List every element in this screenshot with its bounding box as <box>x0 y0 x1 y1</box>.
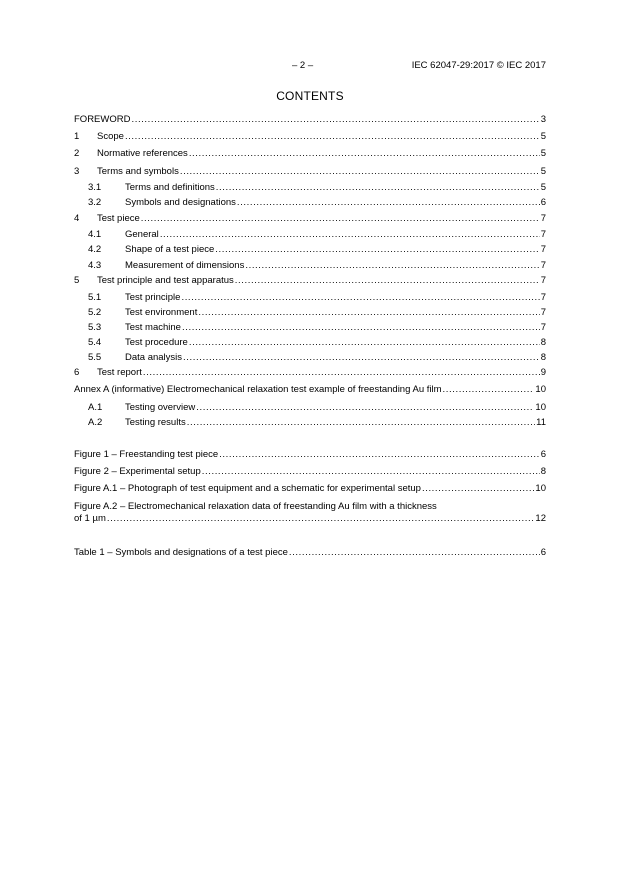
toc-leader <box>189 337 540 349</box>
toc-leader <box>182 322 540 334</box>
toc-leader <box>160 229 540 241</box>
toc-section-number: A.2 <box>88 417 103 428</box>
toc-leader <box>245 260 539 272</box>
toc-page-number: 7 <box>540 275 546 286</box>
figure-entry-2[interactable] <box>74 466 546 478</box>
toc-leader <box>107 513 535 525</box>
toc-page-number: 5 <box>540 182 546 193</box>
toc-leader <box>237 197 540 209</box>
toc-entry-5-5[interactable] <box>88 352 546 364</box>
toc-entry-foreword[interactable] <box>74 114 546 126</box>
toc-entry-text: Test procedure <box>125 337 188 348</box>
toc-entry-2[interactable] <box>74 148 546 160</box>
toc-leader <box>141 213 540 225</box>
toc-leader <box>235 275 540 287</box>
toc-page-number: 11 <box>536 417 546 428</box>
toc-leader <box>131 114 539 126</box>
toc-leader <box>289 547 540 559</box>
toc-entry-text: Normative references <box>97 148 188 159</box>
toc-page-number: 5 <box>540 131 546 142</box>
toc-leader <box>219 449 540 461</box>
toc-entry-text: Testing results <box>125 417 186 428</box>
toc-page-number: 7 <box>540 244 546 255</box>
toc-entry-4[interactable] <box>74 213 546 225</box>
toc-entry-a-1[interactable] <box>88 402 546 414</box>
toc-entry-text: Test principle and test apparatus <box>97 275 234 286</box>
toc-entry-3[interactable] <box>74 166 546 178</box>
toc-entry-4-3[interactable] <box>88 260 546 272</box>
toc-page-number: 5 <box>540 148 546 159</box>
toc-entry-1[interactable] <box>74 131 546 143</box>
toc-entry-5[interactable] <box>74 275 546 287</box>
toc-leader <box>215 244 539 256</box>
figure-entry-text: Figure 1 – Freestanding test piece <box>74 449 219 460</box>
table-entry-text: Table 1 – Symbols and designations of a test piece <box>74 547 288 558</box>
figure-page-number: 6 <box>540 449 546 460</box>
toc-entry-a-2[interactable] <box>88 417 546 429</box>
toc-entry-text: FOREWORD <box>74 114 131 125</box>
toc-page-number: 10 <box>535 384 546 395</box>
toc-section-number: 5.5 <box>88 352 102 363</box>
toc-entry-annex-a[interactable] <box>74 384 546 396</box>
toc-entry-text: Measurement of dimensions <box>125 260 245 271</box>
toc-leader <box>125 131 540 143</box>
toc-entry-text: Shape of a test piece <box>125 244 215 255</box>
toc-leader <box>202 466 540 478</box>
toc-section-number: 5.1 <box>88 292 102 303</box>
toc-section-number: 4 <box>74 213 80 224</box>
toc-leader <box>443 384 535 396</box>
figure-entry-text: of 1 µm <box>74 513 106 524</box>
toc-page-number: 9 <box>540 367 546 378</box>
toc-entry-6[interactable] <box>74 367 546 379</box>
toc-entry-5-1[interactable] <box>88 292 546 304</box>
toc-entry-4-1[interactable] <box>88 229 546 241</box>
toc-section-number: 5 <box>74 275 80 286</box>
toc-section-number: 3.1 <box>88 182 102 193</box>
toc-section-number: 3.2 <box>88 197 102 208</box>
contents-title: CONTENTS <box>276 89 344 103</box>
table-page-number: 6 <box>540 547 546 558</box>
toc-page-number: 8 <box>540 337 546 348</box>
toc-leader <box>216 182 540 194</box>
toc-entry-text: Testing overview <box>125 402 196 413</box>
figure-entry-a-1[interactable] <box>74 483 546 495</box>
toc-entry-text: Test report <box>97 367 142 378</box>
toc-leader <box>198 307 539 319</box>
toc-page-number: 7 <box>540 307 546 318</box>
toc-page-number: 7 <box>540 322 546 333</box>
toc-section-number: A.1 <box>88 402 103 413</box>
toc-entry-text: Test environment <box>125 307 198 318</box>
toc-page-number: 7 <box>540 260 546 271</box>
toc-section-number: 2 <box>74 148 80 159</box>
toc-leader <box>187 417 535 429</box>
toc-section-number: 5.3 <box>88 322 102 333</box>
toc-section-number: 4.3 <box>88 260 102 271</box>
figure-entry-a-2[interactable] <box>74 513 546 525</box>
toc-leader <box>196 402 534 414</box>
toc-leader <box>143 367 540 379</box>
toc-page-number: 7 <box>540 213 546 224</box>
toc-section-number: 4.1 <box>88 229 102 240</box>
figure-entry-1[interactable] <box>74 449 546 461</box>
toc-page-number: 6 <box>540 197 546 208</box>
table-entry-1[interactable] <box>74 547 546 559</box>
toc-entry-text: Test machine <box>125 322 181 333</box>
figure-entry-text: Figure A.1 – Photograph of test equipment and a schematic for experimental setup <box>74 483 421 494</box>
document-reference: IEC 62047-29:2017 © IEC 2017 <box>411 60 546 71</box>
toc-section-number: 5.4 <box>88 337 102 348</box>
toc-section-number: 6 <box>74 367 80 378</box>
toc-entry-3-1[interactable] <box>88 182 546 194</box>
toc-entry-5-3[interactable] <box>88 322 546 334</box>
toc-entry-5-2[interactable] <box>88 307 546 319</box>
page-number: – 2 – <box>292 60 314 71</box>
toc-section-number: 4.2 <box>88 244 102 255</box>
toc-leader <box>189 148 540 160</box>
figure-page-number: 12 <box>535 513 546 524</box>
toc-page-number: 8 <box>540 352 546 363</box>
toc-page-number: 7 <box>540 292 546 303</box>
toc-section-number: 3 <box>74 166 80 177</box>
toc-entry-text: Test piece <box>97 213 140 224</box>
toc-leader <box>422 483 534 495</box>
toc-page-number: 5 <box>540 166 546 177</box>
figure-entry-text: Figure 2 – Experimental setup <box>74 466 201 477</box>
figure-entry-a-2-line1[interactable]: Figure A.2 – Electromechanical relaxation data of freestanding Au film with a thickness <box>74 501 437 512</box>
toc-entry-text: Scope <box>97 131 124 142</box>
toc-entry-text: Symbols and designations <box>125 197 236 208</box>
toc-entry-text: Data analysis <box>125 352 183 363</box>
toc-entry-text: General <box>125 229 159 240</box>
toc-entry-text: Annex A (informative) Electromechanical relaxation test example of freestanding Au film <box>74 384 442 395</box>
toc-leader <box>180 166 540 178</box>
toc-page-number: 7 <box>540 229 546 240</box>
toc-section-number: 5.2 <box>88 307 102 318</box>
toc-entry-text: Test principle <box>125 292 181 303</box>
toc-section-number: 1 <box>74 131 80 142</box>
toc-entry-5-4[interactable] <box>88 337 546 349</box>
toc-entry-3-2[interactable] <box>88 197 546 209</box>
figure-page-number: 10 <box>535 483 546 494</box>
toc-page-number: 3 <box>540 114 546 125</box>
figure-page-number: 8 <box>540 466 546 477</box>
toc-entry-4-2[interactable] <box>88 244 546 256</box>
toc-leader <box>183 352 540 364</box>
toc-entry-text: Terms and definitions <box>125 182 215 193</box>
toc-entry-text: Terms and symbols <box>97 166 179 177</box>
toc-page-number: 10 <box>535 402 546 413</box>
toc-leader <box>181 292 539 304</box>
